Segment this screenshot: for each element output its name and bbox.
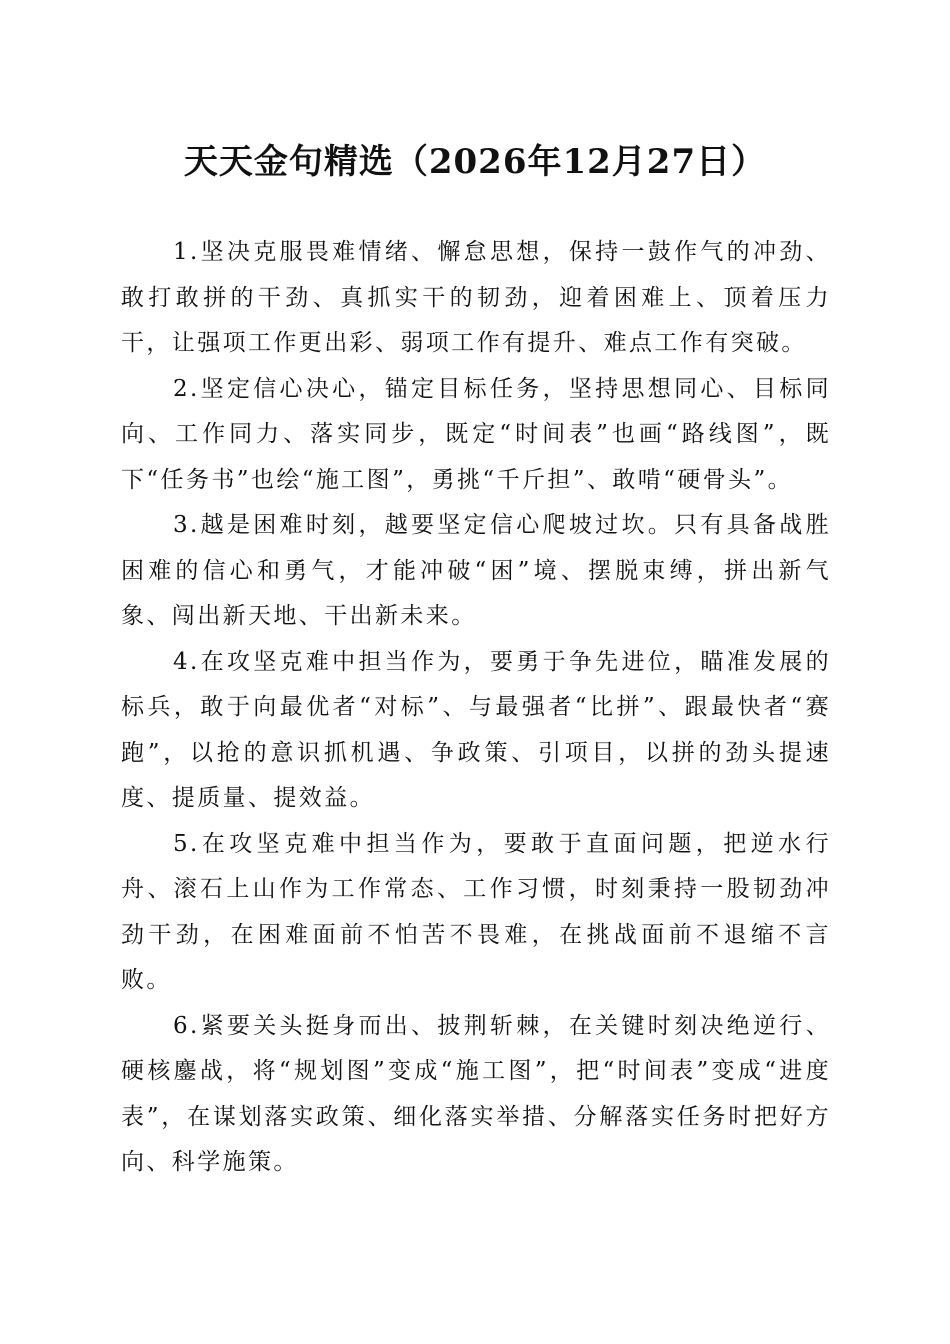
quote-paragraph-4: 4.在攻坚克难中担当作为，要勇于争先进位，瞄准发展的标兵，敢于向最优者“对标”、与最强者“比拼”、跟最快者“赛跑”，以抢的意识抓机遇、争政策、引项目，以拼的劲头提速度、提质量、提效益。 [121,648,831,811]
quote-paragraph-5: 5.在攻坚克难中担当作为，要敢于直面问题，把逆水行舟、滚石上山作为工作常态、工作习惯，时刻秉持一股韧劲冲劲干劲，在困难面前不怕苦不畏难，在挑战面前不退缩不言败。 [121,830,831,993]
quote-paragraph-3: 3.越是困难时刻，越要坚定信心爬坡过坎。只有具备战胜困难的信心和勇气，才能冲破“困”境、摆脱束缚，拼出新气象、闯出新天地、干出新未来。 [121,512,831,629]
document-title: 天天金句精选（2026年12月27日） [183,142,767,182]
quote-paragraph-6: 6.紧要关头挺身而出、披荆斩棘，在关键时刻决绝逆行、硬核鏖战，将“规划图”变成“施工图”，把“时间表”变成“进度表”，在谋划落实政策、细化落实举措、分解落实任务时把好方向、科学施策。 [121,1012,831,1175]
quote-paragraph-1: 1.坚决克服畏难情绪、懈怠思想，保持一鼓作气的冲劲、敢打敢拼的干劲、真抓实干的韧劲，迎着困难上、顶着压力干，让强项工作更出彩、弱项工作有提升、难点工作有突破。 [121,239,831,356]
quote-paragraph-2: 2.坚定信心决心，锚定目标任务，坚持思想同心、目标同向、工作同力、落实同步，既定“时间表”也画“路线图”，既下“任务书”也绘“施工图”，勇挑“千斤担”、敢啃“硬骨头”。 [121,375,831,493]
document-body [121,230,831,1186]
